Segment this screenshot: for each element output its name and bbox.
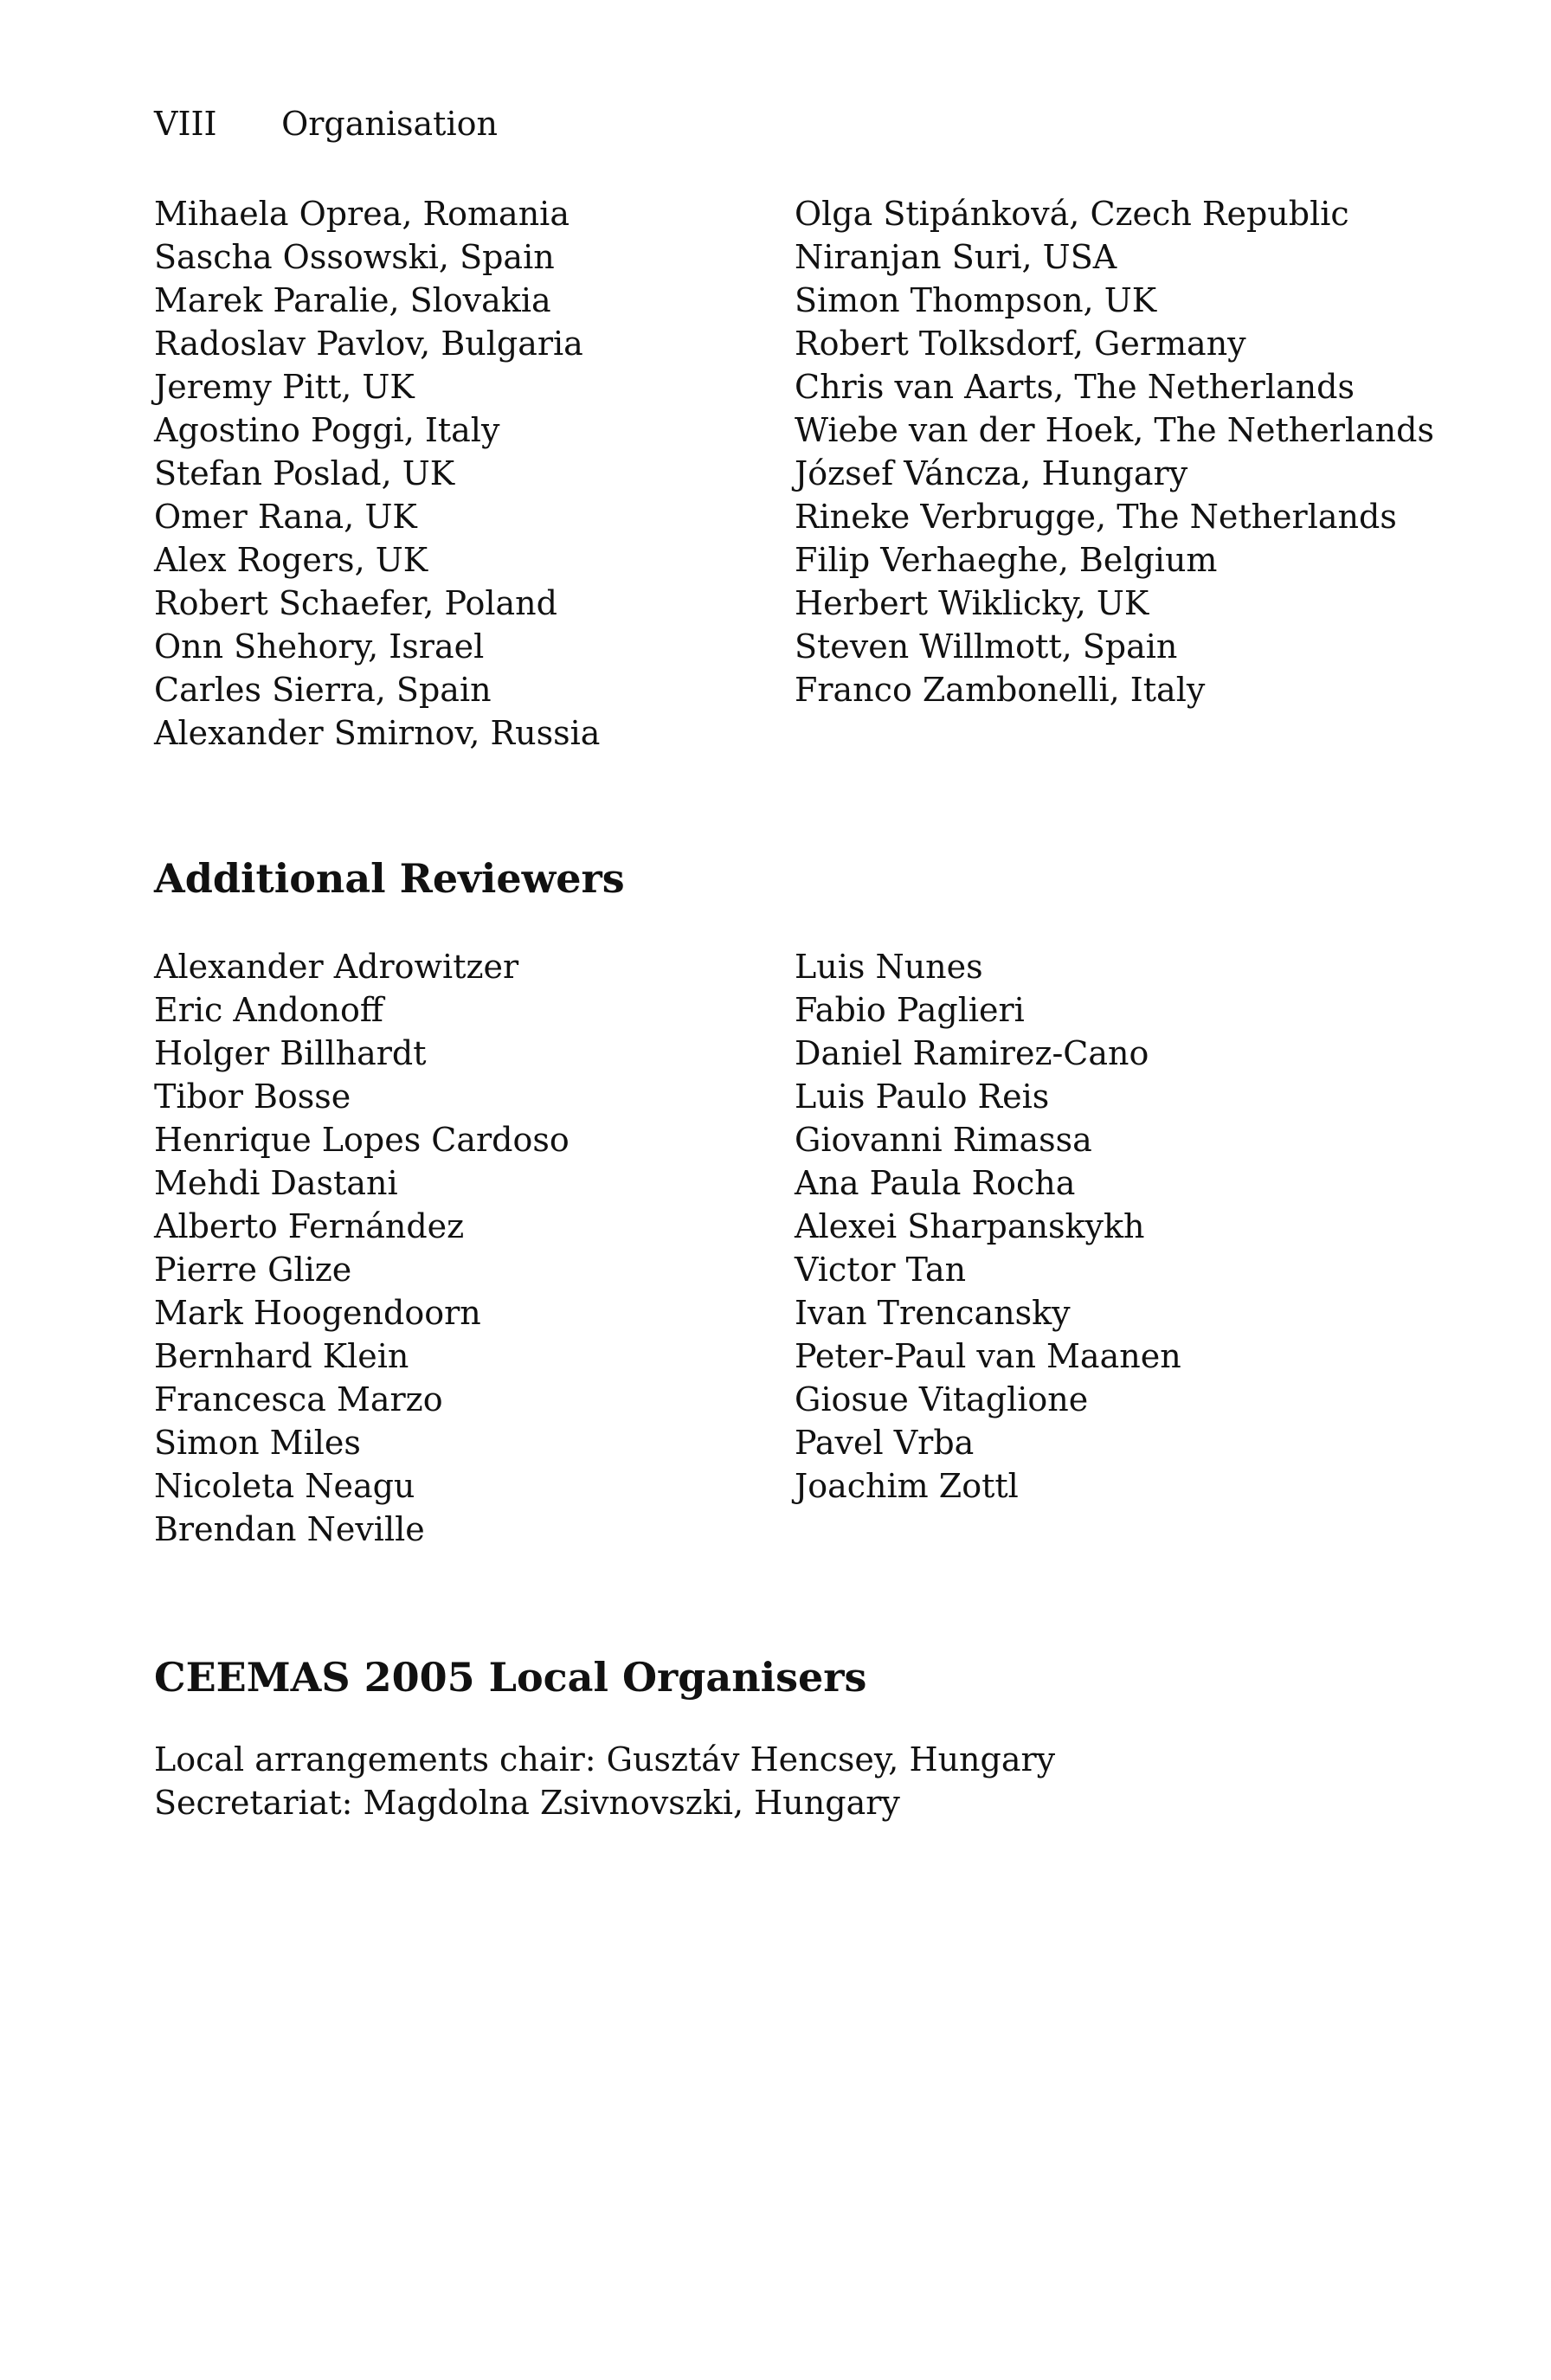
list-item: Herbert Wiklicky, UK xyxy=(795,584,1149,622)
list-item: Wiebe van der Hoek, The Netherlands xyxy=(795,411,1434,449)
list-item: Simon Thompson, UK xyxy=(795,281,1157,319)
list-item: Agostino Poggi, Italy xyxy=(154,411,500,449)
list-item: Franco Zambonelli, Italy xyxy=(795,671,1206,709)
list-item: Brendan Neville xyxy=(154,1510,425,1548)
list-item: Tibor Bosse xyxy=(154,1077,351,1116)
list-item: Pierre Glize xyxy=(154,1251,352,1289)
program-committee-right-column xyxy=(795,192,1434,711)
list-item: Mihaela Oprea, Romania xyxy=(154,195,570,233)
list-item: Alexander Adrowitzer xyxy=(154,948,519,986)
page-header xyxy=(154,102,498,145)
list-item: Robert Schaefer, Poland xyxy=(154,584,557,622)
list-item: Filip Verhaeghe, Belgium xyxy=(795,541,1218,579)
list-item: Sascha Ossowski, Spain xyxy=(154,238,555,276)
list-item: Alexander Smirnov, Russia xyxy=(154,714,601,752)
list-item: Ivan Trencansky xyxy=(795,1294,1071,1332)
list-item: József Váncza, Hungary xyxy=(795,454,1188,492)
additional-reviewers-heading: Additional Reviewers xyxy=(154,855,625,902)
list-item: Jeremy Pitt, UK xyxy=(154,368,415,406)
list-item: Niranjan Suri, USA xyxy=(795,238,1117,276)
list-item: Joachim Zottl xyxy=(795,1467,1019,1505)
list-item: Alex Rogers, UK xyxy=(154,541,428,579)
list-item: Ana Paula Rocha xyxy=(795,1164,1076,1202)
list-item: Nicoleta Neagu xyxy=(154,1467,415,1505)
list-item: Alberto Fernández xyxy=(154,1207,465,1245)
list-item: Carles Sierra, Spain xyxy=(154,671,492,709)
list-item: Eric Andonoff xyxy=(154,991,383,1029)
list-item: Mark Hoogendoorn xyxy=(154,1294,481,1332)
list-item: Pavel Vrba xyxy=(795,1424,975,1462)
list-item: Mehdi Dastani xyxy=(154,1164,398,1202)
page-number: VIII xyxy=(154,105,217,143)
list-item: Omer Rana, UK xyxy=(154,498,417,536)
list-item: Marek Paralie, Slovakia xyxy=(154,281,551,319)
list-item: Robert Tolksdorf, Germany xyxy=(795,325,1246,363)
list-item: Victor Tan xyxy=(795,1251,967,1289)
list-item: Steven Willmott, Spain xyxy=(795,627,1178,666)
local-organisers-list xyxy=(154,1738,1055,1824)
list-item: Luis Nunes xyxy=(795,948,983,986)
list-item: Rineke Verbrugge, The Netherlands xyxy=(795,498,1397,536)
running-title: Organisation xyxy=(281,105,498,143)
local-organisers-heading: CEEMAS 2005 Local Organisers xyxy=(154,1654,867,1701)
list-item: Giosue Vitaglione xyxy=(795,1380,1089,1418)
list-item: Daniel Ramirez-Cano xyxy=(795,1034,1149,1072)
additional-reviewers-left-column xyxy=(154,945,570,1551)
local-arrangements-chair-line: Local arrangements chair: Gusztáv Hencsey, Hungary xyxy=(154,1740,1056,1779)
list-item: Francesca Marzo xyxy=(154,1380,443,1418)
list-item: Peter-Paul van Maanen xyxy=(795,1337,1181,1375)
program-committee-left-column xyxy=(154,192,600,755)
list-item: Onn Shehory, Israel xyxy=(154,627,485,666)
list-item: Olga Stipánková, Czech Republic xyxy=(795,195,1349,233)
additional-reviewers-right-column xyxy=(795,945,1181,1508)
list-item: Henrique Lopes Cardoso xyxy=(154,1121,570,1159)
list-item: Alexei Sharpanskykh xyxy=(795,1207,1145,1245)
list-item: Luis Paulo Reis xyxy=(795,1077,1050,1116)
list-item: Chris van Aarts, The Netherlands xyxy=(795,368,1355,406)
list-item: Radoslav Pavlov, Bulgaria xyxy=(154,325,583,363)
list-item: Fabio Paglieri xyxy=(795,991,1025,1029)
list-item: Stefan Poslad, UK xyxy=(154,454,455,492)
list-item: Giovanni Rimassa xyxy=(795,1121,1092,1159)
list-item: Simon Miles xyxy=(154,1424,361,1462)
list-item: Bernhard Klein xyxy=(154,1337,409,1375)
secretariat-line: Secretariat: Magdolna Zsivnovszki, Hungary xyxy=(154,1784,900,1822)
list-item: Holger Billhardt xyxy=(154,1034,427,1072)
